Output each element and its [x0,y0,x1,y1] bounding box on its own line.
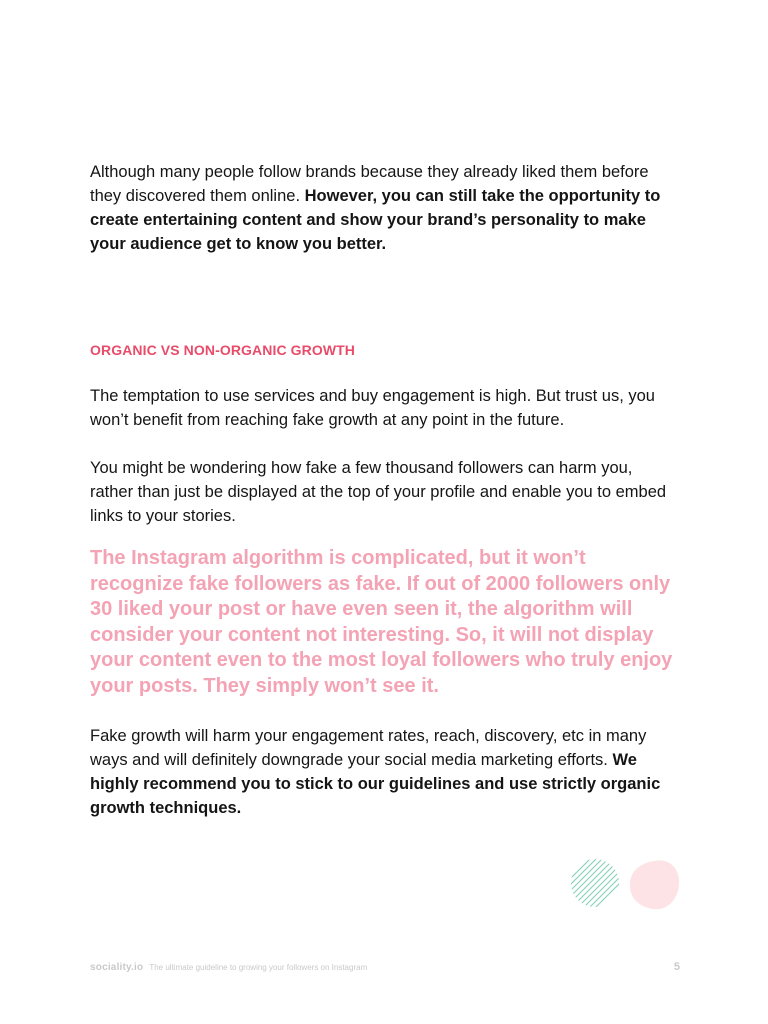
fake-growth-text-bold: We highly recommend you to stick to our guidelines and use strictly organic growth techniques. [90,750,661,817]
intro-text-regular: Although many people follow brands because they already liked them before they discovered them online. [90,163,649,205]
paragraph-fake-growth [90,724,680,820]
intro-text-bold: However, you can still take the opportunity to create entertaining content and show your brand’s personality to make your audience get to know you better. [90,187,661,253]
page-number: 5 [673,961,680,973]
decor-svg [568,857,683,913]
fake-growth-text-regular: Fake growth will harm your engagement rates, reach, discovery, etc in many ways and will definitely downgrade your social media marketing efforts. [90,726,647,769]
page-content [90,160,680,820]
decorative-shapes [568,857,683,913]
footer-left [90,962,367,973]
paragraph-temptation: The temptation to use services and buy engagement is high. But trust us, you won’t benefit from reaching fake growth at any point in the future. [90,387,655,429]
intro-paragraph [90,160,680,256]
footer-tagline: The ultimate guideline to growing your followers on Instagram [149,962,368,972]
brand-logo: sociality.io [90,961,144,973]
pink-blob-icon [630,860,679,909]
page-footer [90,959,680,975]
highlight-quote: The Instagram algorithm is complicated, but it won’t recognize fake followers as fake. If out of 2000 followers only 30 liked your post or have even seen it, the algorithm will consider your content not interesting. So, it will not display your content even to the most loyal followers who truly enjoy your posts. They simply won’t see it. [90,547,673,697]
paragraph-wondering: You might be wondering how fake a few thousand followers can harm you, rather than just be displayed at the top of your profile and enable you to embed links to your stories. [90,459,667,525]
section-heading: ORGANIC VS NON-ORGANIC GROWTH [90,342,356,358]
